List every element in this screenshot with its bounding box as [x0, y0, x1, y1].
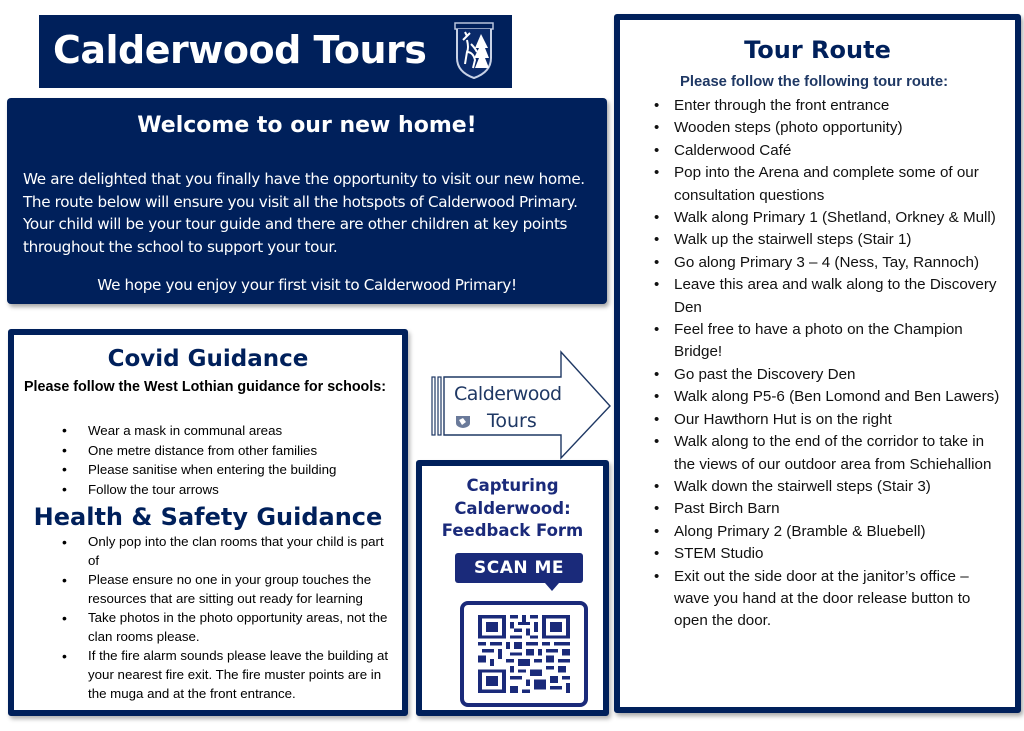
covid-intro: Please follow the West Lothian guidance for schools:: [24, 379, 386, 395]
welcome-closing: We hope you enjoy your first visit to Calderwood Primary!: [97, 276, 517, 294]
feedback-title-line3: Feedback Form: [441, 521, 584, 540]
list-item: • Walk down the stairwell steps (Stair 3): [674, 476, 1005, 498]
list-item: • Please ensure no one in your group touches the resources that are sitting out ready for learning: [88, 571, 394, 609]
arrow-sign-line2: Tours: [487, 410, 537, 432]
header-banner: [39, 15, 512, 88]
feedback-title-line1: Capturing: [466, 476, 559, 495]
health-safety-title: Health & Safety Guidance: [33, 503, 383, 531]
right-arrow-icon: [430, 350, 612, 460]
list-item: • Walk along Primary 1 (Shetland, Orkney & Mull): [674, 207, 1005, 229]
school-crest-icon: [453, 22, 495, 80]
covid-guidance-title: Covid Guidance: [107, 346, 309, 372]
guidance-panel: [8, 329, 408, 716]
arrow-sign-line1: Calderwood: [454, 383, 562, 405]
list-item: • STEM Studio: [674, 543, 1005, 565]
qr-code[interactable]: [460, 601, 588, 707]
list-item: • Feel free to have a photo on the Champion Bridge!: [674, 319, 1005, 364]
welcome-heading: Welcome to our new home!: [137, 113, 477, 138]
list-item: • If the fire alarm sounds please leave the building at your nearest fire exit. The fire muster points are in the muga and at the front entrance.: [88, 647, 394, 703]
feedback-title: [422, 475, 603, 543]
list-item: • Walk along P5-6 (Ben Lomond and Ben Lawers): [674, 386, 1005, 408]
feedback-title-line2: Calderwood:: [454, 498, 571, 518]
banner-title: Calderwood Tours: [53, 28, 427, 72]
welcome-body: We are delighted that you finally have the opportunity to visit our new home. The route below will ensure you visit all the hotspots of Calderwood Primary. Your child will be your tour guide and there are other children at key points throughout the school to support your tour.: [23, 170, 585, 256]
list-item: • Walk up the stairwell steps (Stair 1): [674, 229, 1005, 251]
list-item: • Calderwood Café: [674, 140, 1005, 162]
qr-code-icon: [478, 615, 570, 693]
scan-me-badge: SCAN ME: [455, 553, 583, 583]
list-item: • Leave this area and walk along to the Discovery Den: [674, 274, 1005, 319]
list-item: • Past Birch Barn: [674, 498, 1005, 520]
tour-route-list: [674, 95, 1005, 633]
list-item: • Go past the Discovery Den: [674, 364, 1005, 386]
list-item: • Along Primary 2 (Bramble & Bluebell): [674, 521, 1005, 543]
list-item: • Wear a mask in communal areas: [88, 421, 394, 441]
list-item: • Wooden steps (photo opportunity): [674, 117, 1005, 139]
mini-crest-icon: [454, 414, 472, 429]
list-item: • Only pop into the clan rooms that your child is part of: [88, 533, 394, 571]
tour-route-panel: [614, 14, 1021, 713]
list-item: • Exit out the side door at the janitor’s office – wave you hand at the door release button to open the door.: [674, 566, 1005, 633]
tour-route-title: Tour Route: [744, 36, 891, 64]
tour-route-subtitle: Please follow the following tour route:: [680, 74, 948, 90]
list-item: • Please sanitise when entering the building: [88, 460, 394, 480]
list-item: • Take photos in the photo opportunity areas, not the clan rooms please.: [88, 609, 394, 647]
list-item: • Enter through the front entrance: [674, 95, 1005, 117]
list-item: • One metre distance from other families: [88, 441, 394, 461]
covid-list: [88, 421, 394, 499]
feedback-form-panel: [416, 460, 609, 716]
list-item: • Pop into the Arena and complete some of our consultation questions: [674, 162, 1005, 207]
welcome-panel: [7, 98, 607, 304]
list-item: • Follow the tour arrows: [88, 480, 394, 500]
health-safety-list: [88, 533, 394, 704]
tour-arrow-sign: [430, 350, 612, 460]
list-item: • Our Hawthorn Hut is on the right: [674, 409, 1005, 431]
list-item: • Walk along to the end of the corridor to take in the views of our outdoor area from Schiehallion: [674, 431, 1005, 476]
list-item: • Go along Primary 3 – 4 (Ness, Tay, Rannoch): [674, 252, 1005, 274]
